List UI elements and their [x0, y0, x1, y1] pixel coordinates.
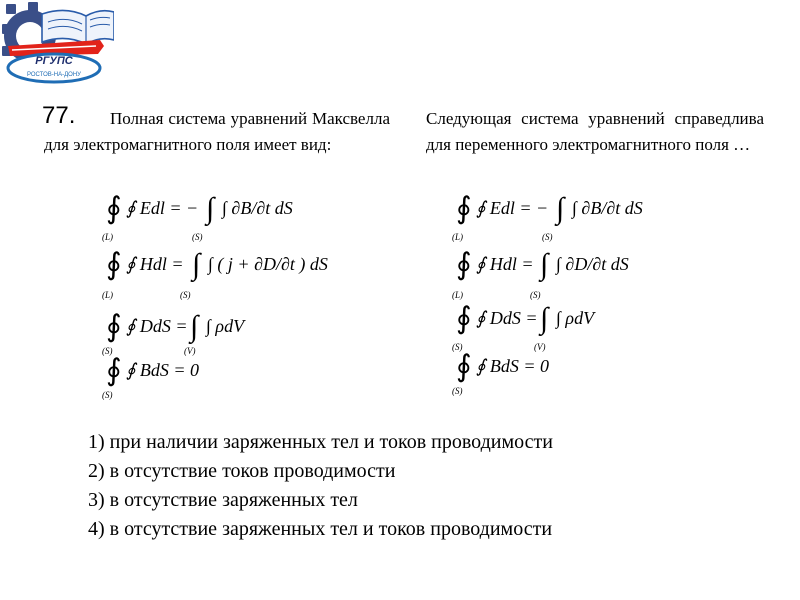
svg-text:∫ ρdV: ∫ ρdV	[556, 308, 595, 328]
svg-text:∮: ∮	[456, 248, 472, 281]
svg-text:(L): (L)	[452, 290, 463, 300]
university-logo	[2, 2, 114, 86]
svg-text:∫: ∫	[190, 310, 199, 343]
svg-text:∫ ∂D/∂t dS: ∫ ∂D/∂t dS	[556, 254, 629, 274]
question-left-text: Полная система уравнений Максвелла для электромагнитного поля имеет вид:	[44, 109, 390, 154]
svg-text:∮ BdS = 0: ∮ BdS = 0	[476, 356, 550, 376]
equation-right-1	[452, 192, 643, 242]
answer-options	[88, 428, 553, 544]
answer-option-3[interactable]: 3) в отсутствие заряженных тел	[88, 489, 358, 511]
logo-ring-text: РОСТОВ-НА-ДОНУ	[27, 72, 81, 78]
svg-text:(V): (V)	[184, 346, 196, 356]
equation-right-2	[452, 248, 629, 300]
svg-text:∫ ∂B/∂t dS: ∫ ∂B/∂t dS	[572, 198, 643, 218]
svg-text:∮: ∮	[456, 192, 472, 225]
svg-text:(S): (S)	[530, 290, 541, 300]
equation-left-4	[102, 354, 199, 400]
equation-system-right	[450, 188, 680, 402]
answer-option-4[interactable]: 4) в отсутствие заряженных тел и токов проводимости	[88, 518, 553, 540]
svg-text:(S): (S)	[180, 290, 191, 300]
question-number: 77.	[42, 102, 76, 129]
svg-text:∫ ( j + ∂D/∂t ) dS: ∫ ( j + ∂D/∂t ) dS	[208, 254, 328, 274]
question-right-text: Следующая система уравнений справедлива для переменного электромагнитного поля …	[426, 109, 764, 154]
svg-text:∫ ∂B/∂t dS: ∫ ∂B/∂t dS	[222, 198, 293, 218]
svg-text:(S): (S)	[452, 386, 463, 396]
svg-text:∫: ∫	[540, 248, 549, 281]
answer-option-1[interactable]: 1) при наличии заряженных тел и токов проводимости	[88, 431, 553, 453]
equation-left-3	[102, 310, 246, 356]
svg-text:(S): (S)	[542, 232, 553, 242]
svg-text:∮: ∮	[106, 354, 122, 387]
svg-text:∮: ∮	[456, 350, 472, 383]
svg-text:(S): (S)	[192, 232, 203, 242]
svg-text:∫: ∫	[192, 248, 201, 281]
svg-text:∮ Hdl =: ∮ Hdl =	[476, 254, 534, 274]
equation-system-left	[100, 188, 350, 402]
svg-text:∮: ∮	[106, 192, 122, 225]
equation-left-1	[102, 192, 293, 242]
svg-text:(L): (L)	[102, 290, 113, 300]
svg-text:∮: ∮	[456, 302, 472, 335]
svg-text:(S): (S)	[102, 346, 113, 356]
equation-left-2	[102, 248, 328, 300]
svg-text:∮: ∮	[106, 310, 122, 343]
svg-text:∮ Edl = −: ∮ Edl = −	[126, 198, 199, 218]
svg-text:(L): (L)	[452, 232, 463, 242]
svg-text:∮: ∮	[106, 248, 122, 281]
answer-option-2[interactable]: 2) в отсутствие токов проводимости	[88, 460, 396, 482]
svg-text:∮ DdS =: ∮ DdS =	[126, 316, 188, 336]
equation-right-4	[452, 350, 549, 396]
svg-text:∫ ρdV: ∫ ρdV	[206, 316, 245, 336]
equation-right-3	[452, 302, 596, 352]
logo-text: РГУПС	[35, 55, 73, 67]
svg-text:∫: ∫	[556, 192, 565, 225]
svg-text:(S): (S)	[102, 390, 113, 400]
svg-text:∮ DdS =: ∮ DdS =	[476, 308, 538, 328]
svg-text:∮ BdS = 0: ∮ BdS = 0	[126, 360, 200, 380]
svg-text:(V): (V)	[534, 342, 546, 352]
svg-text:(L): (L)	[102, 232, 113, 242]
svg-text:(S): (S)	[452, 342, 463, 352]
svg-text:∫: ∫	[540, 302, 549, 335]
svg-text:∮ Hdl =: ∮ Hdl =	[126, 254, 184, 274]
svg-text:∮ Edl = −: ∮ Edl = −	[476, 198, 549, 218]
svg-text:∫: ∫	[206, 192, 215, 225]
